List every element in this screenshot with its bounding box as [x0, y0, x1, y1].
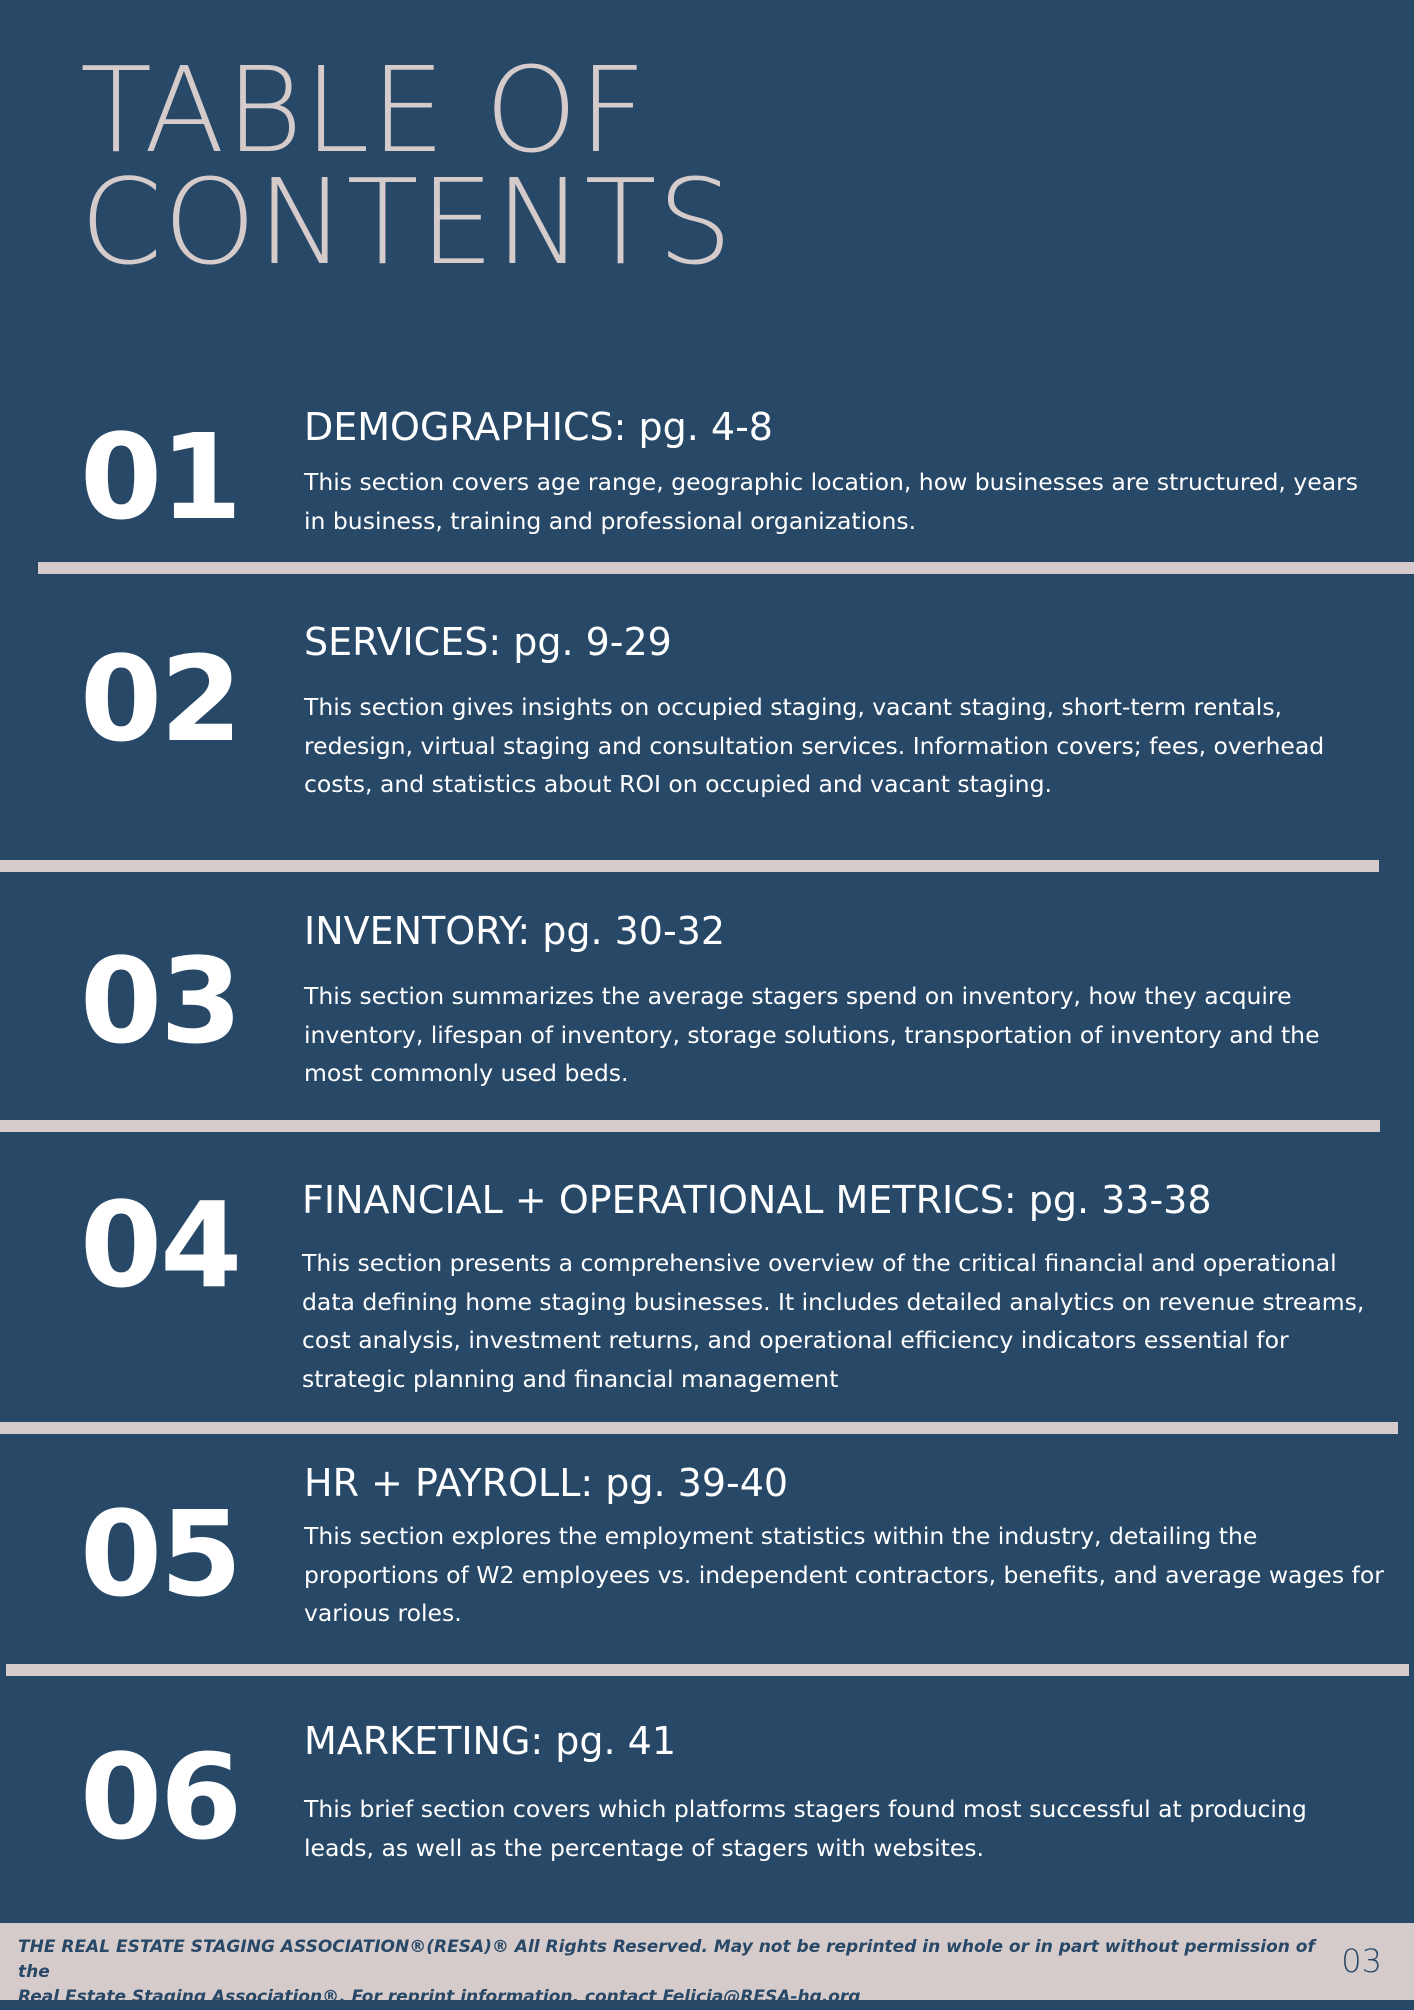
page-title	[80, 41, 734, 291]
section-number: 02	[80, 630, 241, 768]
section-description: This section covers age range, geographic location, how businesses are structured, years in business, training and professional organizations.	[304, 468, 1359, 535]
page-title-line-2: CONTENTS	[80, 153, 734, 291]
section-heading: MARKETING: pg. 41	[304, 1719, 677, 1763]
section-heading: FINANCIAL + OPERATIONAL METRICS: pg. 33-38	[302, 1178, 1212, 1222]
section-description: This section summarizes the average stagers spend on inventory, how they acquire inventory, lifespan of inventory, storage solutions, transportation of inventory and the most commonly used beds.	[304, 982, 1320, 1087]
section-number: 06	[80, 1728, 241, 1866]
section-number: 04	[80, 1176, 241, 1314]
section-number: 03	[80, 932, 241, 1070]
section-number: 05	[80, 1485, 241, 1623]
copyright-line-1: THE REAL ESTATE STAGING ASSOCIATION®(RESA)® All Rights Reserved. May not be reprinted in whole or in part without permission of the	[18, 1937, 1315, 1982]
section-number: 01	[80, 408, 241, 546]
copyright-line-2: Real Estate Staging Association®. For reprint information, contact Felicia@RESA-hq.org	[18, 1987, 861, 2007]
section-description: This section presents a comprehensive overview of the critical financial and operational data defining home staging businesses. It includes detailed analytics on revenue streams, cost analysis, investment returns, and operational efficiency indicators essential for strategic planning and financial management	[302, 1249, 1365, 1393]
section-heading: DEMOGRAPHICS: pg. 4-8	[304, 405, 773, 449]
section-divider	[0, 860, 1379, 872]
section-divider	[38, 562, 1414, 574]
section-heading: SERVICES: pg. 9-29	[304, 620, 672, 664]
section-heading: INVENTORY: pg. 30-32	[304, 909, 726, 953]
footer-bar	[0, 1923, 1414, 2007]
section-description: This section explores the employment statistics within the industry, detailing the proportions of W2 employees vs. independent contractors, benefits, and average wages for various roles.	[304, 1522, 1384, 1627]
copyright-notice	[18, 1935, 1318, 2010]
section-heading: HR + PAYROLL: pg. 39-40	[304, 1461, 789, 1505]
page-number: 03	[1341, 1942, 1382, 1980]
section-description: This brief section covers which platforms stagers found most successful at producing leads, as well as the percentage of stagers with websites.	[304, 1795, 1307, 1862]
page-title-line-1: TABLE OF	[80, 41, 648, 179]
section-divider	[6, 1664, 1409, 1676]
section-divider	[0, 1422, 1398, 1434]
section-description: This section gives insights on occupied staging, vacant staging, short-term rentals, redesign, virtual staging and consultation services. Information covers; fees, overhead costs, and statistics about ROI on occupied and vacant staging.	[304, 693, 1325, 798]
section-divider	[0, 1120, 1380, 1132]
